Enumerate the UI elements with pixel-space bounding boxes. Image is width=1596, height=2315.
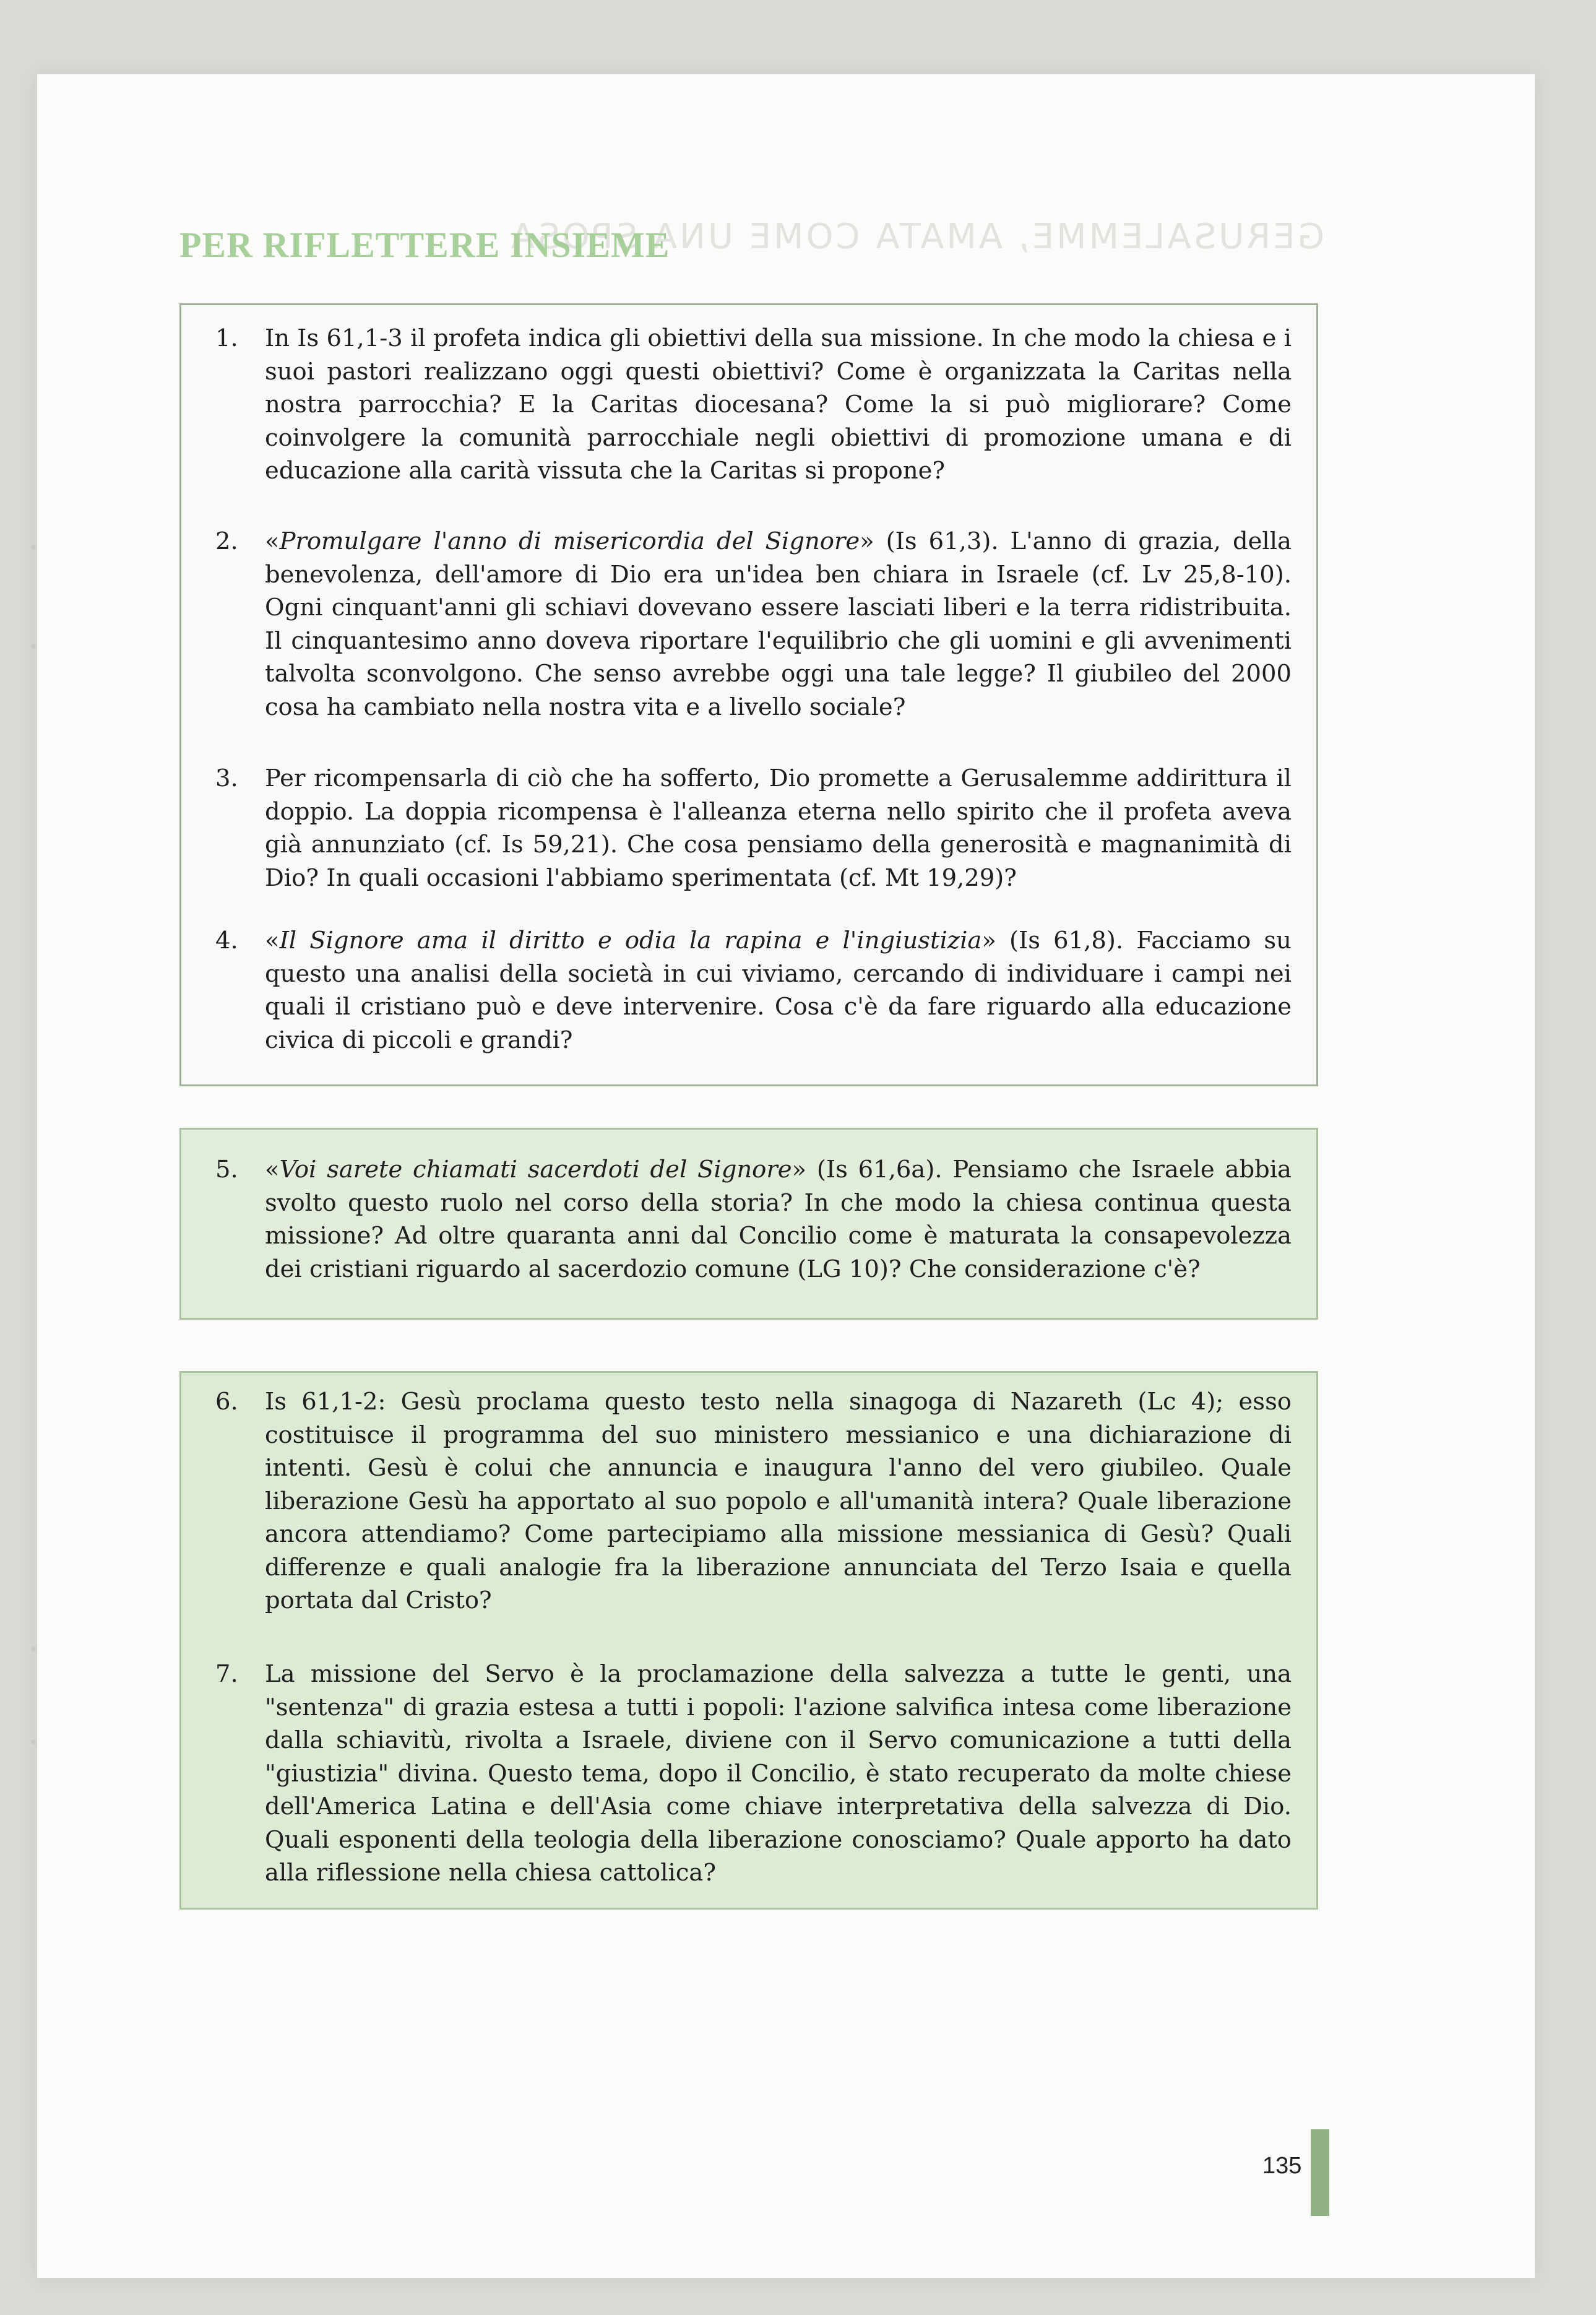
- question-item: [215, 1385, 1292, 1617]
- question-text: In Is 61,1-3 il profeta indica gli obiettivi della sua missione. In che modo la chiesa e i suoi pastori realizzano oggi questi obiettivi? Come è organizzata la Caritas nella nostra parrocchia? E la Caritas diocesana? Come la si può migliorare? Come coinvolgere la comunità parrocchiale negli obiettivi di promozione umana e di educazione alla carità vissuta che la Caritas si propone?: [265, 324, 1292, 485]
- question-item: [215, 322, 1292, 488]
- section-title: PER RIFLETTERE INSIEME: [179, 225, 670, 265]
- questions-box-2: [179, 1128, 1318, 1320]
- question-item: [215, 1658, 1292, 1890]
- question-number: 1.: [215, 324, 238, 352]
- question-item: 2. «Promulgare l'anno di misericordia del Signore» (Is 61,3). L'anno di grazia, della benevolenza, dell'amore di Dio era un'idea ben chiara in Israele (cf. Lv 25,8-10). Ogni cinquant'anni gli schiavi dovevano essere lasciati liberi e la terra ridistribuita. Il cinquantesimo anno doveva riportare l'equilibrio che gli uomini e gli avvenimenti talvolta sconvolgono. Che senso avrebbe oggi una tale legge? Il giubileo del 2000 cosa ha cambiato nella nostra vita e a livello sociale?: [215, 525, 1292, 724]
- question-text: » (Is 61,3). L'anno di grazia, della benevolenza, dell'amore di Dio era un'idea ben chiara in Israele (cf. Lv 25,8-10). Ogni cinquant'anni gli schiavi dovevano essere lasciati liberi e la terra ridistribuita. Il cinquantesimo anno doveva riportare l'equilibrio che gli uomini e gli avvenimenti talvolta sconvolgono. Che senso avrebbe oggi una tale legge? Il giubileo del 2000 cosa ha cambiato nella nostra vita e a livello sociale?: [265, 527, 1292, 721]
- questions-box-3: [179, 1371, 1318, 1910]
- question-text: Is 61,1-2: Gesù proclama questo testo nella sinagoga di Nazareth (Lc 4); esso costituisce il programma del suo ministero messianico e una dichiarazione di intenti. Gesù è colui che annuncia e inaugura l'anno del vero giubileo. Quale liberazione Gesù ha apportato al suo popolo e all'umanità intera? Quale liberazione ancora attendiamo? Come partecipiamo alla missione messianica di Gesù? Quali differenze e quali analogie fra la liberazione annunciata del Terzo Isaia e quella portata dal Cristo?: [265, 1388, 1292, 1614]
- question-text: » (Is 61,8). Facciamo su questo una analisi della società in cui viviamo, cercando di individuare i campi nei quali il cristiano può e deve intervenire. Cosa c'è da fare riguardo alla educazione civica di piccoli e grandi?: [265, 927, 1292, 1054]
- question-number: 7.: [215, 1660, 238, 1688]
- page-number-bar: [1311, 2129, 1329, 2216]
- punch-hole: [31, 545, 36, 550]
- bleed-through-heading: GERUSALEMME, AMATA COME UNA SPOSA: [508, 217, 1324, 257]
- punch-hole: [31, 1646, 36, 1651]
- question-item: 5. «Voi sarete chiamati sacerdoti del Signore» (Is 61,6a). Pensiamo che Israele abbia svolto questo ruolo nel corso della storia? In che modo la chiesa continua questa missione? Ad oltre quaranta anni dal Concilio come è maturata la consapevolezza dei cristiani riguardo al sacerdozio comune (LG 10)? Che considerazione c'è?: [215, 1153, 1292, 1286]
- question-number: 6.: [215, 1388, 238, 1416]
- quote-italic: Voi sarete chiamati sacerdoti del Signore: [279, 1156, 792, 1183]
- question-text: Per ricompensarla di ciò che ha sofferto, Dio promette a Gerusalemme addirittura il doppio. La doppia ricompensa è l'alleanza eterna nello spirito che il profeta aveva già annunziato (cf. Is 59,21). Che cosa pensiamo della generosità e magnanimità di Dio? In quali occasioni l'abbiamo sperimentata (cf. Mt 19,29)?: [265, 764, 1292, 892]
- question-number: 2.: [215, 527, 238, 555]
- quote-italic: Il Signore ama il diritto e odia la rapina e l'ingiustizia: [279, 927, 982, 954]
- punch-hole: [31, 1739, 36, 1744]
- questions-box-1: [179, 303, 1318, 1086]
- question-text: La missione del Servo è la proclamazione della salvezza a tutte le genti, una "sentenza" di grazia estesa a tutti i popoli: l'azione salvifica intesa come liberazione dalla schiavitù, rivolta a Israele, diviene con il Servo comunicazione a tutti della "giustizia" divina. Questo tema, dopo il Concilio, è stato recuperato da molte chiese dell'America Latina e dell'Asia come chiave interpretativa della salvezza di Dio. Quali esponenti della teologia della liberazione conosciamo? Quale apporto ha dato alla riflessione nella chiesa cattolica?: [265, 1660, 1292, 1887]
- question-number: 4.: [215, 927, 238, 954]
- question-item: 4. «Il Signore ama il diritto e odia la rapina e l'ingiustizia» (Is 61,8). Facciamo su questo una analisi della società in cui viviamo, cercando di individuare i campi nei quali il cristiano può e deve intervenire. Cosa c'è da fare riguardo alla educazione civica di piccoli e grandi?: [215, 924, 1292, 1057]
- question-text: » (Is 61,6a). Pensiamo che Israele abbia svolto questo ruolo nel corso della storia? In che modo la chiesa continua questa missione? Ad oltre quaranta anni dal Concilio come è maturata la consapevolezza dei cristiani riguardo al sacerdozio comune (LG 10)? Che considerazione c'è?: [265, 1156, 1292, 1283]
- question-number: 5.: [215, 1156, 238, 1183]
- quote-italic: Promulgare l'anno di misericordia del Signore: [279, 527, 860, 555]
- question-number: 3.: [215, 764, 238, 792]
- page-number: 135: [1262, 2153, 1302, 2179]
- question-item: [215, 762, 1292, 894]
- punch-hole: [31, 644, 36, 649]
